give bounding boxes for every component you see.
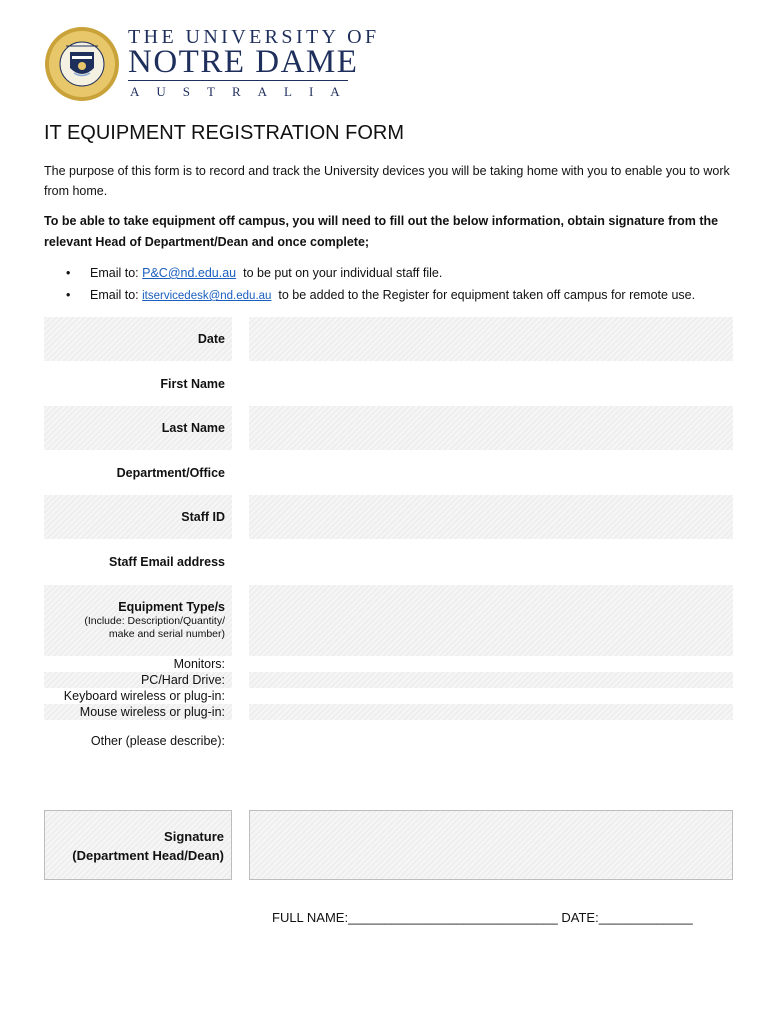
email-instructions-list: [44, 263, 744, 307]
logo-line-2: NOTRE DAME: [128, 44, 359, 80]
mouse-field[interactable]: [249, 704, 733, 720]
logo-divider: [128, 80, 348, 81]
footer-line: [272, 910, 693, 925]
staff-email-field[interactable]: [249, 540, 733, 584]
list-item: [44, 285, 744, 307]
email-suffix: to be put on your individual staff file.: [243, 266, 443, 280]
equipment-type-title: Equipment Type/s: [118, 600, 225, 614]
equipment-type-field[interactable]: [249, 585, 733, 656]
full-name-line[interactable]: FULL NAME:_____________________________: [272, 910, 558, 925]
staff-email-label: Staff Email address: [108, 555, 225, 569]
date-line[interactable]: DATE:_____________: [561, 910, 693, 925]
date-field[interactable]: [249, 317, 733, 361]
staff-id-field[interactable]: [249, 495, 733, 539]
logo-line-1: THE UNIVERSITY OF: [128, 26, 380, 48]
intro-paragraph: The purpose of this form is to record and track the University devices you will be taking home with you to enable you to work from home.: [44, 164, 730, 198]
signature-title: Signature: [164, 829, 224, 844]
university-seal-icon: [44, 26, 120, 102]
signature-subtitle: (Department Head/Dean): [72, 848, 224, 863]
equipment-type-note-2: make and serial number): [108, 628, 225, 640]
form-title: IT EQUIPMENT REGISTRATION FORM: [44, 122, 405, 144]
equipment-type-label: [44, 585, 232, 656]
instruction-paragraph: To be able to take equipment off campus, you will need to fill out the below information, obtain signature from the relevant Head of Department/Dean and once complete;: [44, 214, 719, 249]
list-item: [44, 263, 744, 285]
itservicedesk-email-link[interactable]: itservicedesk@nd.edu.au: [142, 290, 272, 302]
mouse-label: Mouse wireless or plug-in:: [44, 704, 232, 720]
email-prefix: Email to:: [90, 288, 139, 302]
signature-label: [44, 810, 232, 880]
bullet-icon: •: [66, 288, 71, 302]
last-name-field[interactable]: [249, 406, 733, 450]
monitors-field[interactable]: [249, 657, 733, 672]
department-label: Department/Office: [116, 466, 225, 480]
other-label: Other (please describe):: [90, 734, 225, 748]
university-logo: [44, 26, 380, 104]
department-field[interactable]: [249, 451, 733, 495]
pc-field[interactable]: [249, 672, 733, 688]
email-suffix: to be added to the Register for equipment taken off campus for remote use.: [278, 288, 696, 302]
last-name-label: Last Name: [44, 406, 232, 450]
first-name-field[interactable]: [249, 362, 733, 406]
email-prefix: Email to:: [90, 266, 139, 280]
equipment-type-note-1: (Include: Description/Quantity/: [84, 615, 225, 627]
signature-field[interactable]: [249, 810, 733, 880]
bullet-icon: •: [66, 266, 71, 280]
monitors-label: Monitors:: [173, 657, 225, 671]
other-field[interactable]: [249, 724, 733, 796]
pc-email-link[interactable]: P&C@nd.edu.au: [142, 266, 237, 280]
keyboard-label: Keyboard wireless or plug-in:: [63, 689, 225, 703]
pc-label: PC/Hard Drive:: [44, 672, 232, 688]
keyboard-field[interactable]: [249, 688, 733, 704]
staff-id-label: Staff ID: [44, 495, 232, 539]
logo-line-3: AUSTRALIA: [130, 84, 357, 99]
first-name-label: First Name: [160, 377, 225, 391]
date-label: Date: [44, 317, 232, 361]
